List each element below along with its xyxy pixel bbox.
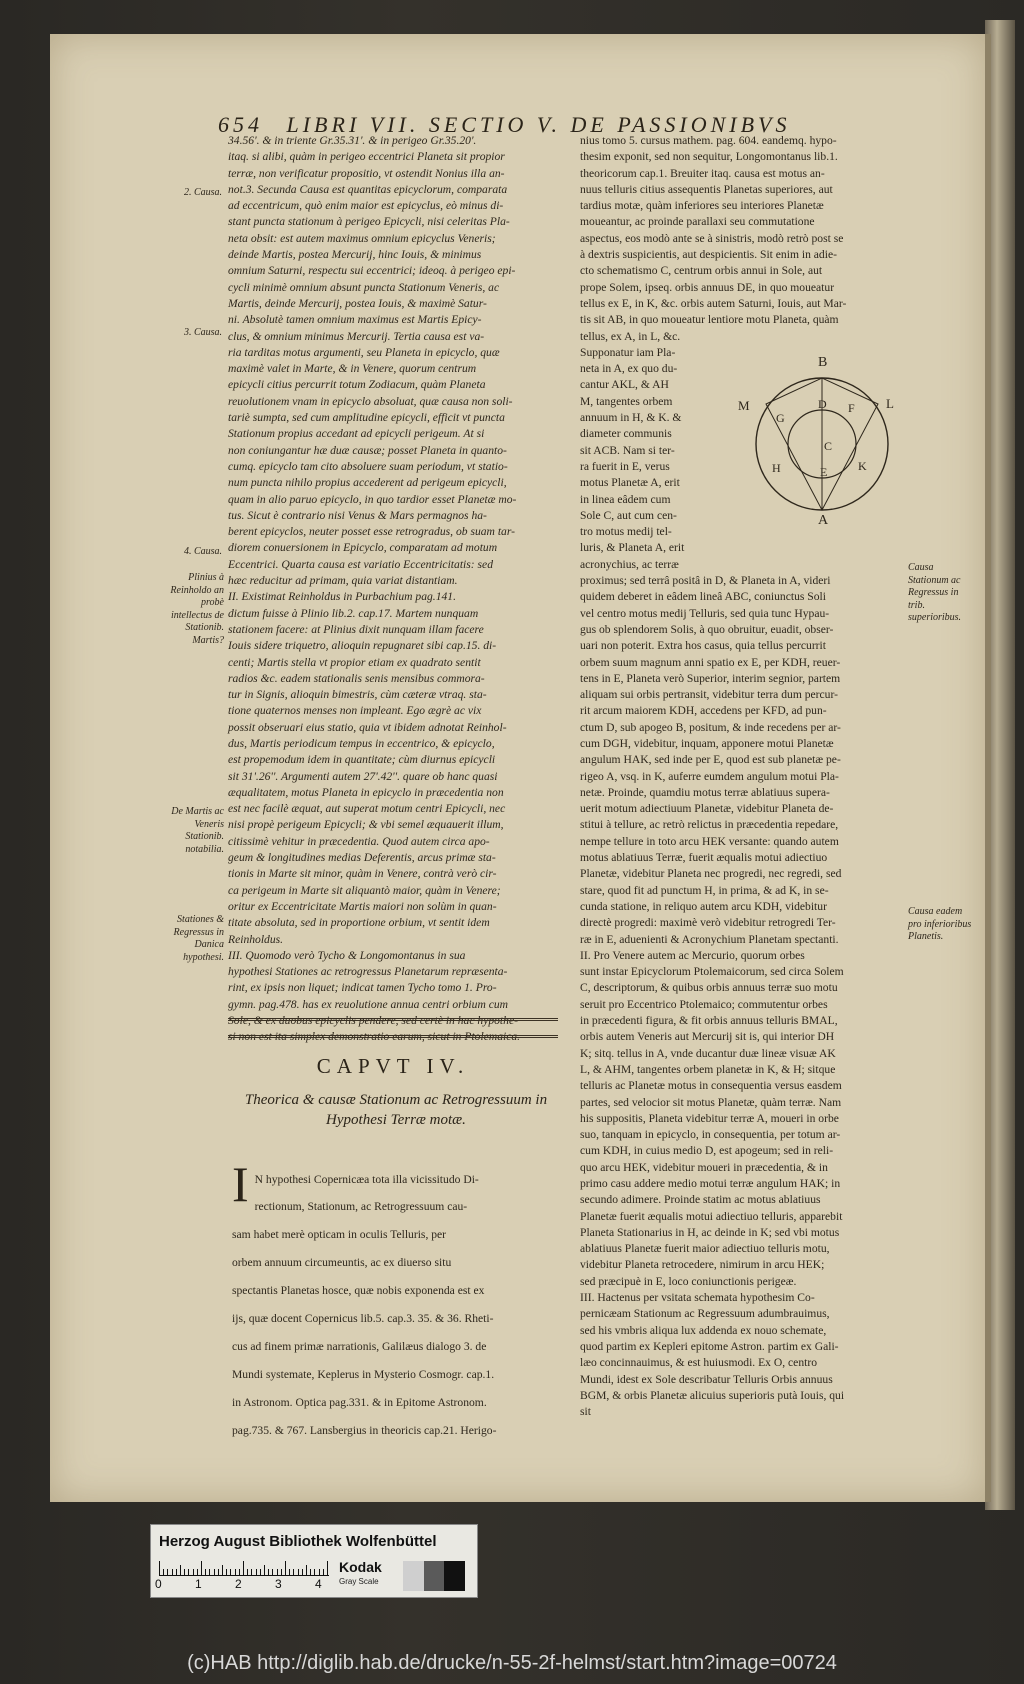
ruler-tick [298,1569,299,1575]
text-line: motus Planetæ A, erit [580,476,680,490]
ruler-num: 2 [235,1577,242,1591]
text-line: à dextris suspicientis, aut despicientis. Sit enim in adie- [580,248,837,262]
ruler-tick [272,1569,273,1575]
margin-note-causa-3: 3. Causa. [183,327,222,338]
text-line: prope Solem, ipseq. orbis annuus DE, in quo moueatur [580,280,835,294]
ruler-tick [302,1569,303,1575]
text-line: cycli minimè omnium absunt puncta Stationum Veneris, ac [228,280,500,294]
ruler-tick [310,1569,311,1575]
ruler-tick [172,1569,173,1575]
ruler-tick [226,1569,227,1575]
text-line: in præcedenti figura, & fit orbis annuus telluris BMAL, [580,1014,838,1028]
text-line: secundo adimere. Proinde statim ac motus ablatiuus [580,1193,821,1207]
ruler-tick [285,1561,286,1575]
label-a: A [818,513,829,528]
text-line: quidem deberet in eâdem lineâ ABC, coniunctus Soli [580,590,826,604]
text-line: N hypothesi Copernicæa tota illa vicissitudo Di- [254,1172,479,1186]
ruler-tick [235,1569,236,1575]
ruler-tick [209,1569,210,1575]
text-line: centi; Martis stella vt propior etiam ex quadrato sentit [228,655,481,669]
text-line: tione quaternos menses non impleant. Ego ægrè ac vix [228,704,482,718]
text-line: ria tarditas motus argumenti, seu Planeta in epicyclo, quæ [228,345,500,359]
ruler-tick [218,1569,219,1575]
text-line: Planeta Stationarius in H, ac deinde in K; sed vbi motus [580,1225,840,1239]
text-line: acronychius, ac terræ [580,557,679,571]
ruler-tick [188,1569,189,1575]
text-line: C, descriptorum, & quibus orbis annuus terræ suo motu [580,981,838,995]
text-line: motus ablatiuus Terræ, fuerit æqualis motui adiectiuo [580,851,828,865]
label-k: K [858,459,867,473]
ruler-tick [239,1569,240,1575]
chapter-body-lines [232,1172,558,1439]
text-line: ctum D, sub apogeo B, positum, & inde recedens per ar- [580,720,841,734]
gray-scale-text: Gray Scale [339,1577,379,1586]
text-line: pernicæam Stationum ac Regressuum adumbrauimus, [580,1307,830,1321]
text-line: hypothesi Stationes ac retrogressus Planetarum repræsenta- [228,965,508,979]
ruler-tick [306,1565,307,1575]
text-line: quo arcu HEK, videbitur moueri in præcedentia, & in [580,1160,828,1174]
library-label-card [150,1524,478,1598]
text-line: sit 31'.26''. Argumenti autem 27'.42''. quare ob hanc quasi [228,769,498,783]
label-d: D [818,397,827,411]
text-line: III. Quomodo verò Tycho & Longomontanus in sua [228,948,466,962]
ruler-tick [281,1569,282,1575]
text-line: Eccentrici. Quarta causa est variatio Eccentricitatis: sed [228,557,493,571]
label-g: G [776,411,785,425]
text-line: reuolutionem vnam in epicyclo absoluat, quæ causa non soli- [228,394,513,408]
label-h: H [772,461,781,475]
text-line: Sole C, aut cum cen- [580,508,677,522]
text-line: omnium Saturni, respectu sui eccentrici; ideoq. à perigeo epi- [228,264,516,278]
text-line: Planetæ, videbitur Planeta nec progredi, nec regredi, sed [580,867,842,881]
text-line: vel centro motus medij Telluris, sed quia tunc Hypau- [580,606,830,620]
text-line: hæc reducitur ad primam, quia variat distantiam. [228,574,458,588]
text-line: BGM, & orbis Planetæ alicuius superioris putà Iouis, qui [580,1388,845,1402]
text-line: thesim exponit, sed non sequitur, Longomontanus lib.1. [580,150,838,164]
ruler-tick [293,1569,294,1575]
text-line: partes, sed velocior sit motus Planetæ, quàm terræ. Nam [580,1095,842,1109]
text-line: neta in A, ex quo du- [580,362,678,376]
right-column [580,133,906,1420]
label-l: L [886,396,894,411]
text-line: possit obseruari eius statio, quia vt ibidem adnotat Reinhol- [228,720,507,734]
ruler-tick [205,1569,206,1575]
text-line: spectantis Planetas hosce, quæ nobis exponenda est ex [232,1284,485,1298]
text-line: rint, ex ipsis non liquet; indicat tamen Tycho tomo 1. Pro- [228,981,497,995]
text-line: clus, & omnium minimus Mercurij. Tertia causa est va- [228,329,485,343]
text-line: tardius motæ, quàm inferiores seu interiores Planetæ [580,199,824,213]
label-f: F [848,401,855,415]
text-line: netæ. Proinde, quamdiu motus terræ ablatiuus supera- [580,785,830,799]
text-line: nisi propè perigeum Epicycli; & vbi semel æquauerit illum, [228,818,504,832]
ruler-tick [323,1569,324,1575]
text-line: sam habet merè opticam in oculis Telluris, per [232,1228,447,1242]
chapter-body [232,1156,558,1451]
text-line: his suppositis, Planeta videbitur terræ A, moueri in orbe [580,1111,839,1125]
text-line: Stationum propius accedant ad epicycli perigeum. At si [228,427,485,441]
text-line: stare, quod fit ad punctum H, in prima, & ad K, in se- [580,883,829,897]
text-line: tro motus medij tel- [580,525,672,539]
right-column-beside-figure [580,345,736,573]
ruler-tick [214,1569,215,1575]
gray-swatches [403,1561,465,1591]
text-line: tur in Signis, alioquin bimestris, cùm cæteræ vtraq. sta- [228,688,487,702]
text-line: gus ob splendorem Solis, à quo obruitur, euadit, obser- [580,622,834,636]
text-line: uerit motum adiectiuum Planetæ, videbitur Planeta de- [580,802,834,816]
text-line: L, & AHM, tangentes orbem planetæ in K, & H; sitque [580,1062,836,1076]
ornament-band [228,1018,558,1038]
text-line: sed præcipuè in E, loco coniunctionis perigeæ. [580,1274,797,1288]
text-line: num puncta nihilo propius accederent ad perigeum epicycli, [228,476,507,490]
margin-note-danica: Stationes & Regressus in Danica hypothesi. [173,914,224,963]
text-line: II. Existimat Reinholdus in Purbachium pag.141. [228,590,456,604]
left-column [228,133,558,1046]
text-line: proximus; sed terrâ positâ in D, & Planeta in A, videri [580,574,831,588]
text-line: tionis in Marte sit minor, quàm in Venere, contrà verò cir- [228,867,497,881]
text-line: suo, tanquam in epicyclo, in consequentia, per totum ar- [580,1128,841,1142]
text-line: epicycli citius percurrit totum Zodiacum, quàm Planeta [228,378,486,392]
text-line: tus. Sicut è contrario nisi Venus & Mars permagnos ha- [228,508,487,522]
text-line: ra fuerit in E, verus [580,459,670,473]
margin-note-causa-2: 2. Causa. [183,187,222,198]
text-line: cumq. epicyclo tam cito absoluere suam periodum, vt statio- [228,459,508,473]
ruler-tick [197,1569,198,1575]
kodak-brand: Kodak [339,1559,382,1575]
ruler-tick [243,1561,244,1575]
text-line: tens in E, Planeta verò Superior, interim segnior, partem [580,671,841,685]
text-line: stationem facere: at Plinius dixit nunquam illam facere [228,622,484,636]
text-line: tellus ex E, in K, &c. orbis autem Saturni, Iouis, aut Mar- [580,296,847,310]
text-line: æqualitatem, motus Planeta in epicyclo in præcedentia non [228,785,504,799]
ruler-tick [247,1569,248,1575]
text-line: sit [580,1405,591,1419]
text-line: telluris ac Planetæ motus in consequentia versus easdem [580,1079,842,1093]
text-line: si non est ita simplex demonstratio earum, sicut in Ptolemaica. [228,1030,521,1044]
drop-capital: I [232,1156,249,1212]
text-line: primo casu addere medio motui terræ angulum HAK; in [580,1177,841,1190]
text-line: pag.735. & 767. Lansbergius in theoricis cap.21. Herigo- [232,1423,497,1437]
text-line: cantur AKL, & AH [580,378,669,392]
ruler-scale [159,1561,329,1576]
text-line: radios &c. eadem stationalis senis mensibus commora- [228,671,485,685]
text-line: cum KDH, in cuius medio D, est apogeum; sed in reli- [580,1144,834,1158]
text-line: nempe tellure in toto arcu HEK versante: quando autem [580,834,839,848]
margin-note-causa-4: 4. Causa. [183,546,222,557]
text-line: rigeo A, vsq. in K, auferre eumdem angulum motui Pla- [580,769,839,783]
text-line: seruit pro Eccentrico Ptolemaico; commutentur orbes [580,997,828,1011]
ruler-tick [268,1569,269,1575]
text-line: oritur ex Eccentricitate Martis maiori non solùm in quan- [228,899,497,913]
margin-note-plinius: Plinius à Reinholdo an probè intellectus de Stationib. Martis? [170,572,224,646]
ruler-tick [327,1561,328,1575]
text-line: læo concinnauimus, & est huiusmodi. Ex O, centro [580,1356,817,1370]
text-line: Mundi, idest ex Sole describatur Telluris Orbis annuus [580,1372,833,1386]
ruler-tick [180,1565,181,1575]
ruler-num: 0 [155,1577,162,1591]
text-line: III. Hactenus per vsitata schemata hypothesim Co- [580,1291,815,1305]
ruler-num: 4 [315,1577,322,1591]
chapter-title: Theorica & causæ Stationum ac Retrogressuum in Hypothesi Terræ motæ. [244,1092,548,1128]
right-column-top [580,133,906,345]
text-line: theoricorum cap.1. Breuiter itaq. causa est motus an- [580,166,825,180]
ruler-tick [289,1569,290,1575]
ruler-tick [314,1569,315,1575]
text-line: ijs, quæ docent Copernicus lib.5. cap.3. 35. & 36. Rheti- [232,1312,494,1326]
text-line: orbem annuum circumeuntis, ac ex diuerso situ [232,1256,452,1270]
text-line: stant puncta stationum à perigeo Epicycli, nisi celeritas Pla- [228,215,510,229]
text-line: maximè valet in Marte, & in Venere, quorum centrum [228,362,477,376]
text-line: uari non poterit. Extra hos casus, quia tellus percurrit [580,639,826,653]
text-line: sit ACB. Nam si ter- [580,443,675,457]
text-line: itaq. si alibi, quàm in perigeo eccentrici Planeta sit propior [228,150,505,164]
text-line: titate absoluta, sed in proportione orbium, vt sentit idem [228,916,490,930]
text-line: 34.56'. & in triente Gr.35.31'. & in perigeo Gr.35.20'. [228,134,477,147]
text-line: directè progredi: maximè verò videbitur retrogredi Ter- [580,916,836,930]
label-m: M [738,398,750,413]
page-number: 654 [218,112,263,137]
text-line: ni. Absolutè tamen omnium maximus est Martis Epicy- [228,313,482,327]
text-line: not.3. Secunda Causa est quantitas epicyclorum, comparata [228,182,508,196]
text-line: nius tomo 5. cursus mathem. pag. 604. eandemq. hypo- [580,134,837,147]
text-line: est propemodum idem in quantitate; cùm diurnus epicycli [228,753,496,767]
text-line: non coniungantur hæ duæ causæ; posset Planeta in quanto- [228,443,507,457]
text-line: cto schematismo C, centrum orbis annui in Sole, aut [580,264,823,278]
ruler-tick [319,1569,320,1575]
text-line: annuum in H, & K. & [580,411,682,425]
ruler-tick [184,1569,185,1575]
text-line: terræ, non verificatur propositio, vt ostendit Nonius illa an- [228,166,505,180]
text-line: ræ in E, aduenienti & Acronychium Planetam spectanti. [580,932,839,946]
label-c: C [824,439,833,453]
ruler-tick [277,1569,278,1575]
text-line: rit arcum maiorem KDH, accedens per KFD, ad pun- [580,704,827,718]
text-line: videbitur Planeta retrocedere, nimirum in arcu HEK; [580,1258,825,1272]
text-line: luris, & Planeta A, erit [580,541,685,555]
text-line: dus, Martis periodicum tempus in eccentrico, & epicyclo, [228,736,495,750]
ruler-tick [167,1569,168,1575]
text-line: M, tangentes orbem [580,394,673,408]
text-line: aspectus, eos modò ante se à sinistris, modò retrò post se [580,231,844,245]
running-title: LIBRI VII. SECTIO V. DE PASSIONIBVS [286,112,791,137]
text-line: deinde Martis, postea Mercurij, hinc Iouis, & minimus [228,248,482,262]
chapter-heading: CAPVT IV. [316,1054,470,1078]
text-line: orbis autem Veneris aut Mercurij sit is, qui interior DH [580,1030,835,1044]
text-line: ablatiuus Planetæ fuerit maior adiectiuo telluris motu, [580,1242,830,1256]
text-line: tariè sumpta, sed cum amplitudine epicycli, efficit vt puncta [228,411,505,425]
text-line: aliquam sui orbis pertransit, videbitur terra dum percur- [580,688,838,702]
text-line: sed his vmbris aliqua lux addenda ex nouo schemate, [580,1323,827,1337]
text-line: dictum fuisse à Plinio lib.2. cap.17. Martem nunquam [228,606,479,620]
right-column-lower [580,573,906,1420]
ruler-tick [193,1569,194,1575]
copyright-footer: (c)HAB http://diglib.hab.de/drucke/n-55-2f-helmst/start.htm?image=00724 [187,1652,837,1674]
margin-note-martis-veneris: De Martis ac Veneris Stationib. notabilia. [171,806,224,855]
orbit-diagram [736,348,908,528]
text-line: Sole, & ex duobus epicyclis pendere, sed certè in hac hypothe- [228,1014,518,1028]
text-line: ad eccentricum, quò enim maior est epicyclus, eò minus di- [228,199,504,213]
text-line: orbem suum magnum anni spatio ex E, per KDH, reuer- [580,655,841,669]
ruler-tick [159,1561,160,1575]
label-b: B [818,355,828,370]
text-line: diorem conuersionem in Epicyclo, comparatam ad motum [228,541,498,555]
ruler-num: 3 [275,1577,282,1591]
text-line: est nec facilè æquat, aut superat motum centri Epicycli, nec [228,802,506,816]
text-line: cus ad finem primæ narrationis, Galilæus dialogo 3. de [232,1339,487,1353]
ruler-tick [163,1569,164,1575]
text-line: tellus, ex A, in L, &c. [580,329,681,343]
ruler-tick [230,1569,231,1575]
text-line: Reinholdus. [228,932,284,946]
text-line: neta obsit: est autem maximus omnium epicyclus Veneris; [228,231,496,245]
text-line: cunda statione, in reliquo autem arcu KDH, videbitur [580,899,827,913]
ruler-tick [256,1569,257,1575]
ruler-tick [260,1569,261,1575]
text-line: Iouis sidere triquetro, alioquin repugnaret sibi cap.15. di- [228,639,497,653]
text-line: moueantur, ac proinde parallaxi seu commutatione [580,215,815,229]
text-line: nuus telluris citius assequentis Planetas superiores, aut [580,182,833,196]
text-line: geum & longitudines medias Deferentis, arcus primæ sta- [228,851,496,865]
margin-note-inferioribus: Causa eadem pro inferioribus Planetis. [908,906,972,942]
ruler-num: 1 [195,1577,202,1591]
ruler-tick [222,1565,223,1575]
text-line: quod partim ex Kepleri epitome Astron. partim ex Gali- [580,1339,839,1353]
text-line: gymn. pag.478. has ex reuolutione annua centri orbium cum [228,997,509,1011]
text-line: sunt instar Epicyclorum Ptolemaicorum, sed circa Solem [580,965,844,979]
text-line: K; sitq. tellus in A, vnde ducantur duæ lineæ visuæ AK [580,1046,836,1060]
text-line: quam in alio paruo epicyclo, in quo tardior esset Planetæ mo- [228,492,517,506]
ruler-tick [251,1569,252,1575]
text-line: rectionum, Stationum, ac Retrogressuum cau- [254,1200,468,1214]
text-line: citissimè vehitur in præcedentia. Quod autem circa apo- [228,834,490,848]
text-line: in Astronom. Optica pag.331. & in Epitome Astronom. [232,1395,487,1409]
ruler-tick [176,1569,177,1575]
text-line: Supponatur iam Pla- [580,345,676,359]
text-line: berent epicyclos, neuter posset esse retrogradus, ob suam tar- [228,525,515,539]
text-line: II. Pro Venere autem ac Mercurio, quorum orbes [580,948,805,962]
text-line: tis sit AB, in quo moueatur lentiore motu Planeta, quàm [580,313,839,327]
text-line: Planetæ fuerit æqualis motui adiectiuo telluris, apparebit [580,1209,843,1223]
text-line: angulum HAK, sed inde per E, quod est sub planetæ pe- [580,753,841,767]
text-line: Mundi systemate, Keplerus in Mysterio Cosmogr. cap.1. [232,1367,495,1381]
text-line: in linea eâdem cum [580,492,671,506]
margin-note-superioribus: Causa Stationum ac Regressus in trib. superioribus. [908,562,962,623]
text-line: diameter communis [580,427,672,441]
ruler-tick [201,1561,202,1575]
text-line: Martis, deinde Mercurij, postea Iouis, & maximè Satur- [228,296,487,310]
text-line: ca perigeum in Marte sit aliquantò maior, quàm in Venere; [228,883,501,897]
text-line: stitui à tellure, ac retrò relictus in præcedentia repedare, [580,818,839,832]
text-line: cum DGH, videbitur, inquam, apponere motui Planetæ [580,736,834,750]
library-name: Herzog August Bibliothek Wolfenbüttel [159,1533,437,1550]
ruler-tick [264,1565,265,1575]
label-e: E [820,465,828,479]
